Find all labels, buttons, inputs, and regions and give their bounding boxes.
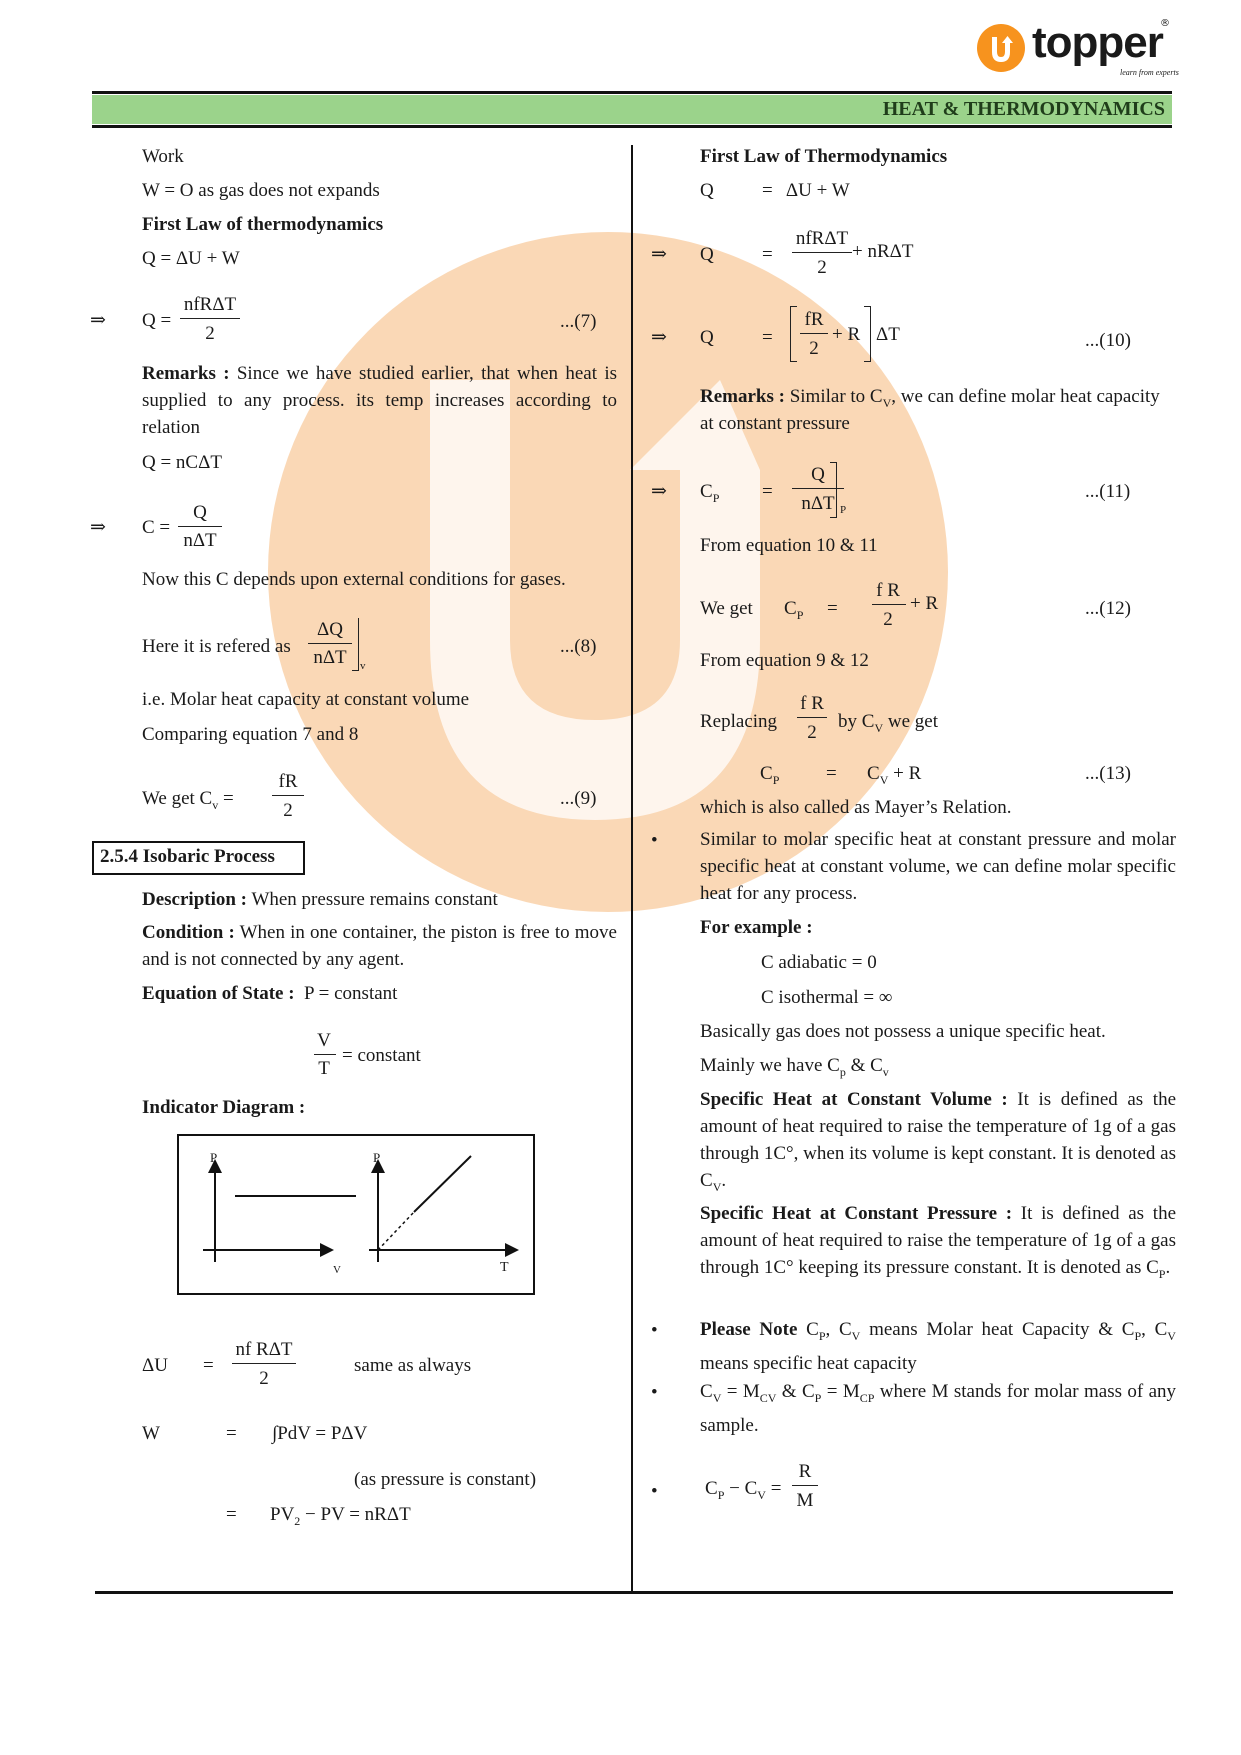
bullet-icon: • — [651, 1481, 658, 1502]
bullet-icon: • — [651, 830, 658, 851]
chapter-title: HEAT & THERMODYNAMICS — [882, 98, 1165, 120]
eq8-prefix: Here it is refered as — [142, 636, 291, 657]
cp11-lhs: $C_P$ — [700, 481, 720, 505]
indicator-diagram — [177, 1134, 535, 1295]
eq13-lhs: $C_P$ — [760, 763, 780, 787]
eq13-rhs: $C_V + R$ — [867, 763, 922, 787]
w2-eq: = — [226, 1504, 237, 1525]
eq8-tag: ...(8) — [560, 636, 597, 657]
condition: Condition : When in one container, the piston is free to move and is not connected by any agent. — [142, 922, 617, 970]
q3-rhs: ΔT — [876, 324, 900, 345]
implies-icon: ⇒ — [651, 327, 667, 348]
implies-icon: ⇒ — [90, 517, 106, 538]
q2-numerator: nfRΔT — [795, 228, 849, 249]
diagram-p1-label: P — [210, 1150, 218, 1165]
q3-left-bracket — [790, 306, 797, 362]
cp11-subscript: P — [840, 504, 847, 516]
section-title: 2.5.4 Isobaric Process — [100, 846, 275, 867]
work-equation: W = O as gas does not expands — [142, 180, 380, 201]
mainly-text: Mainly we have $C_p$ & $C_v$ — [700, 1055, 889, 1079]
cp11-bracket — [830, 462, 837, 518]
cv-mcv-text: $C_V = M_{CV}$ & $C_P = M_{CP}$ where M stands for molar mass of any sample. — [700, 1381, 1177, 1436]
du-fraction-bar — [232, 1363, 296, 1364]
topper-logo-icon — [975, 22, 1027, 74]
left-remarks-text: Since we have studied earlier, that when heat is supplied to any process. its temp increases according to relation — [142, 363, 618, 438]
w-lhs: W — [142, 1423, 160, 1444]
eq9-fraction-bar — [272, 795, 304, 796]
q3-lhs: Q — [700, 327, 714, 348]
eq7-numerator: nfRΔT — [183, 294, 237, 315]
c-isothermal: C isothermal = ∞ — [761, 987, 893, 1008]
eq12-denominator: 2 — [883, 609, 893, 630]
q2-rhs: + nRΔT — [852, 241, 914, 262]
q-ncdt: Q = nCΔT — [142, 452, 222, 473]
w-note: (as pressure is constant) — [354, 1469, 537, 1490]
footer-rule — [95, 1591, 1173, 1594]
cp11-denominator: nΔT — [801, 493, 835, 514]
bullet1-text: Similar to molar specific heat at constant pressure and molar specific heat at constant volume, we can define molar specific heat for any process. — [700, 829, 1176, 904]
eq7-lhs: Q = — [142, 310, 172, 331]
right-remarks-line2: at constant pressure — [700, 413, 850, 434]
last-lhs: $C_P - C_V$ = — [705, 1478, 782, 1502]
c-eq-fraction-bar — [178, 526, 222, 527]
c-eq-lhs: C = — [142, 517, 171, 538]
basically-text: Basically gas does not possess a unique specific heat. — [700, 1021, 1106, 1042]
indicator-diagram-svg — [179, 1136, 533, 1293]
eq12-fraction-bar — [872, 604, 906, 605]
q2-fraction-bar — [792, 252, 852, 253]
work-heading: Work — [142, 146, 184, 167]
q2-denominator: 2 — [817, 257, 827, 278]
du-note: same as always — [354, 1355, 472, 1376]
eq13-tag: ...(13) — [1085, 763, 1131, 784]
replacing-numerator: f R — [800, 693, 824, 714]
eq10-tag: ...(10) — [1085, 330, 1131, 351]
q3-eq: = — [762, 327, 773, 348]
right-remarks-line1: Remarks : Similar to $C_V$, we can define molar heat capacity — [700, 386, 1160, 410]
from-10-11: From equation 10 & 11 — [700, 535, 878, 556]
eq8-fraction-bar — [308, 643, 352, 644]
w-rhs: ∫PdV = PΔV — [272, 1423, 368, 1444]
cp11-eq: = — [762, 481, 773, 502]
cp11-numerator: Q — [811, 464, 825, 485]
example-label: For example : — [700, 917, 813, 938]
header-rule-top — [92, 91, 1172, 94]
diagram-v1-label: V — [333, 1264, 341, 1276]
molar-text: i.e. Molar heat capacity at constant volume — [142, 689, 470, 710]
eq12-prefix: We get — [700, 598, 753, 619]
indicator-label: Indicator Diagram : — [142, 1097, 306, 1118]
registered-mark: ® — [1160, 18, 1170, 29]
c-eq-denominator: nΔT — [183, 530, 217, 551]
q3-mid: + R — [832, 324, 861, 345]
last-fraction-bar — [792, 1485, 818, 1486]
q3-denominator: 2 — [809, 338, 819, 359]
eq12-tag: ...(12) — [1085, 598, 1131, 619]
w2-rhs: $PV_2$ − PV = nRΔT — [270, 1504, 411, 1528]
pt-dashed-line — [378, 1212, 414, 1250]
eq7-denominator: 2 — [205, 323, 215, 344]
replacing-denominator: 2 — [807, 722, 817, 743]
c-adiabatic: C adiabatic = 0 — [761, 952, 877, 973]
left-remarks — [142, 360, 617, 441]
logo-tagline: learn from experts — [1120, 68, 1179, 77]
c-eq-numerator: Q — [193, 502, 207, 523]
eq9-numerator: fR — [278, 771, 298, 792]
du-eq: = — [203, 1355, 214, 1376]
last-denominator: M — [796, 1490, 814, 1511]
specific-heat-cv: Specific Heat at Constant Volume : It is defined as the amount of heat required to raise the temperature of 1g of a gas through 1C°, when its volume is kept constant. It is denoted as $C_V$. — [700, 1089, 1177, 1194]
eq9-denominator: 2 — [283, 800, 293, 821]
right-first-law-heading: First Law of Thermodynamics — [700, 146, 948, 167]
eq12-rhs: + R — [910, 593, 939, 614]
du-lhs: ΔU — [142, 1355, 168, 1376]
eq8-subscript: v — [360, 660, 366, 672]
bullet-icon: • — [651, 1382, 658, 1403]
eq8-denominator: nΔT — [313, 647, 347, 668]
q3-numerator: fR — [804, 309, 824, 330]
diagram-t2-label: T — [500, 1260, 509, 1275]
vt-numerator: V — [317, 1030, 331, 1051]
replacing-prefix: Replacing — [700, 711, 778, 732]
eq7-fraction-bar — [180, 318, 240, 319]
q3-fraction-bar — [800, 333, 828, 334]
from-9-12: From equation 9 & 12 — [700, 650, 869, 671]
eq12-lhs: $C_P$ — [784, 598, 804, 622]
implies-icon: ⇒ — [651, 244, 667, 265]
q1-rhs: = ΔU + W — [762, 180, 850, 201]
replacing-suffix: by $C_V$ we get — [838, 711, 938, 735]
specific-heat-cp: Specific Heat at Constant Pressure : It is defined as the amount of heat required to raise the temperature of 1g of a gas through 1C° keeping its pressure constant. It is denoted as $C_P$. — [700, 1203, 1176, 1281]
q1-lhs: Q — [700, 180, 714, 201]
eq8-numerator: ΔQ — [317, 619, 343, 640]
vt-rhs: = constant — [342, 1045, 421, 1066]
eq12-eq: = — [827, 598, 838, 619]
left-remarks-label: Remarks : — [142, 363, 230, 384]
vt-fraction-bar — [314, 1054, 336, 1055]
first-law-heading: First Law of thermodynamics — [142, 214, 384, 235]
please-note: Please Note $C_P$, $C_V$ means Molar heat Capacity & $C_P$, $C_V$ means specific heat capacity — [700, 1319, 1176, 1374]
description: Description : When pressure remains constant — [142, 889, 498, 910]
vt-denominator: T — [318, 1058, 330, 1079]
first-law-equation: Q = ΔU + W — [142, 248, 240, 269]
implies-icon: ⇒ — [90, 310, 106, 331]
eq7-tag: ...(7) — [560, 311, 597, 332]
du-denominator: 2 — [259, 1368, 269, 1389]
logo-text: topper — [1032, 18, 1163, 67]
eq13-eq: = — [826, 763, 837, 784]
last-numerator: R — [798, 1461, 812, 1482]
column-divider — [631, 145, 633, 1592]
equation-of-state: Equation of State : P = constant — [142, 983, 398, 1004]
eq8-bracket — [352, 618, 359, 671]
diagram-p2-label: P — [373, 1150, 381, 1165]
header-rule-bottom — [92, 125, 1172, 128]
w-eq: = — [226, 1423, 237, 1444]
eq12-numerator: f R — [876, 580, 900, 601]
q3-right-bracket — [864, 306, 871, 362]
comparing-text: Comparing equation 7 and 8 — [142, 724, 359, 745]
eq9-lhs: We get $C_v$ = — [142, 788, 234, 812]
now-text: Now this C depends upon external conditions for gases. — [142, 569, 566, 590]
replacing-fraction-bar — [797, 717, 827, 718]
eq11-tag: ...(11) — [1085, 481, 1131, 502]
mayer-text: which is also called as Mayer’s Relation. — [700, 797, 1012, 818]
implies-icon: ⇒ — [651, 481, 667, 502]
q2-lhs: Q — [700, 244, 714, 265]
du-numerator: nf RΔT — [235, 1339, 293, 1360]
eq9-tag: ...(9) — [560, 788, 597, 809]
pt-line — [414, 1156, 471, 1212]
bullet-icon: • — [651, 1320, 658, 1341]
q2-eq: = — [762, 244, 773, 265]
